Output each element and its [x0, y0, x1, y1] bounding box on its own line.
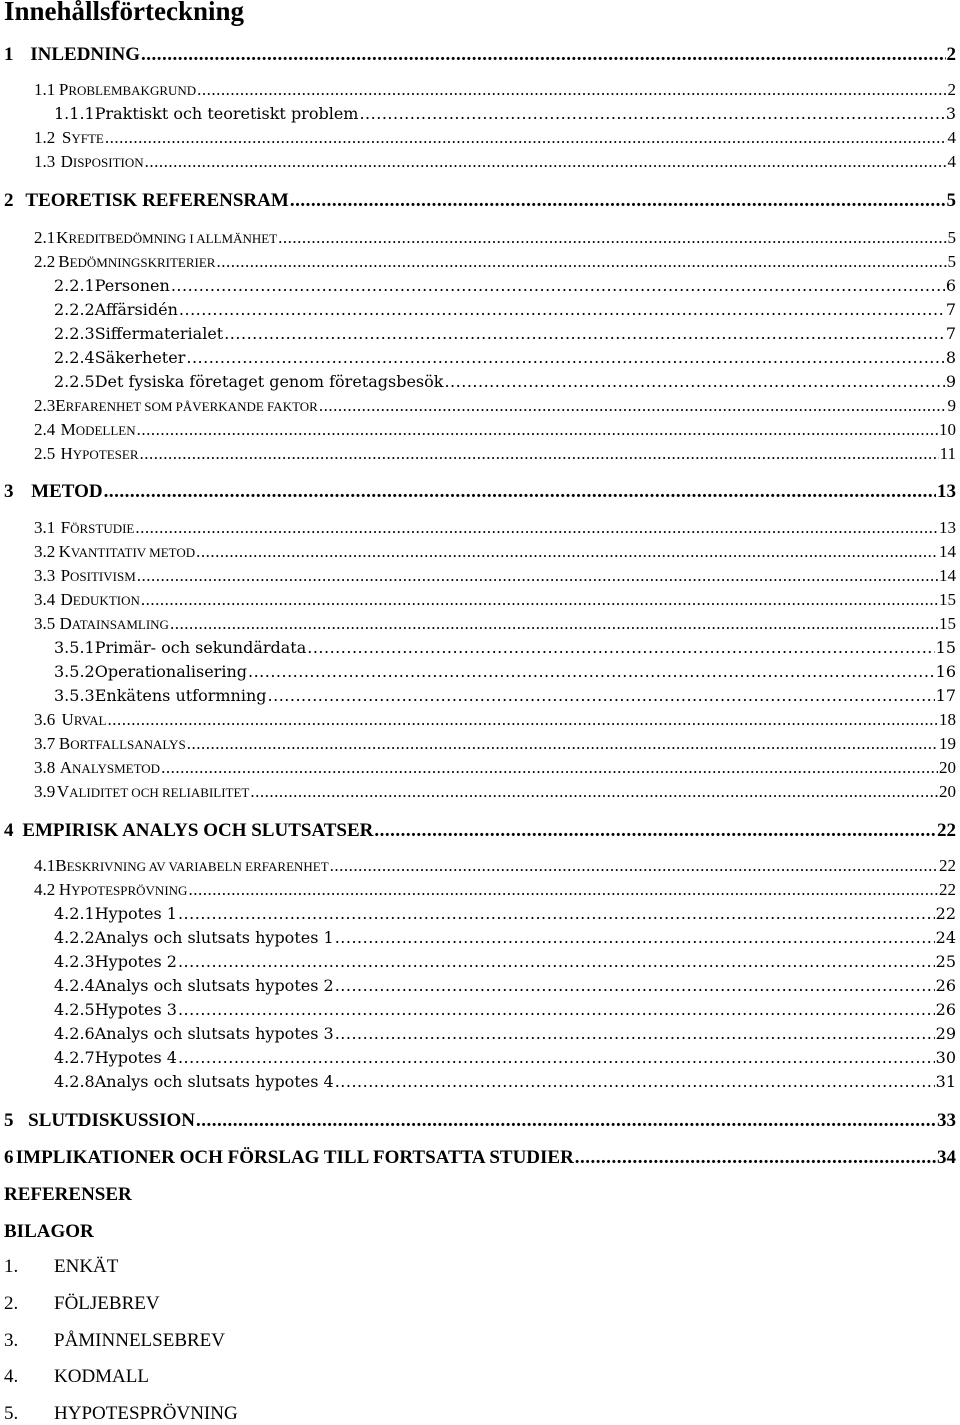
- appendix-number: 1.: [4, 1256, 19, 1277]
- toc-entry-page: 34: [937, 1147, 956, 1168]
- toc-entry-number: 4.2.1: [54, 904, 95, 923]
- toc-entry[interactable]: [34, 566, 956, 590]
- toc-leader-dots: [307, 638, 934, 657]
- toc-entry-number: 1.1: [34, 80, 56, 99]
- toc-entry[interactable]: [34, 444, 956, 468]
- toc-entry-number: 3.1: [34, 518, 56, 537]
- toc-entry-page: 33: [937, 1110, 956, 1131]
- toc-entry-number: 4.1: [34, 856, 56, 875]
- toc-entry-label: METOD: [31, 481, 103, 502]
- toc-entry-label: TEORETISK REFERENSRAM: [25, 190, 289, 211]
- toc-entry[interactable]: [34, 80, 956, 104]
- toc-entry-label: Personen: [94, 276, 170, 295]
- toc-entry-number: 2: [4, 190, 14, 211]
- toc-entry-page: 18: [939, 710, 956, 729]
- toc-entry-label: Hypotes 1: [94, 904, 177, 923]
- toc-entry-page: 25: [935, 952, 956, 971]
- toc-entry[interactable]: [4, 190, 956, 214]
- toc-entry-label: URVAL: [61, 710, 107, 729]
- toc-entry-label: SLUTDISKUSSION: [28, 1110, 195, 1131]
- appendix-number: 2.: [4, 1293, 19, 1314]
- toc-entry[interactable]: [4, 44, 956, 68]
- toc-leader-dots: [178, 1048, 935, 1067]
- toc-leader-dots: [268, 686, 935, 705]
- appendix-label: HYPOTESPRÖVNING: [54, 1403, 238, 1424]
- page-title: Innehållsförteckning: [4, 0, 245, 26]
- appendix-label: ENKÄT: [54, 1256, 119, 1277]
- toc-entry-page: 11: [939, 444, 956, 463]
- toc-leader-dots: [575, 1147, 936, 1169]
- appendix-heading: BILAGOR: [4, 1221, 94, 1242]
- toc-entry-label: Hypotes 2: [94, 952, 177, 971]
- toc-entry-number: 3.5.1: [54, 638, 95, 657]
- toc-entry-label: HYPOTESPRÖVNING: [58, 880, 188, 899]
- toc-entry-label: IMPLIKATIONER OCH FÖRSLAG TILL FORTSATTA STUDIER: [15, 1147, 574, 1168]
- toc-entry-label: Primär- och sekundärdata: [94, 638, 307, 657]
- appendix-label: PÅMINNELSEBREV: [54, 1330, 226, 1351]
- toc-entry-label: Hypotes 4: [94, 1048, 177, 1067]
- toc-leader-dots: [137, 420, 938, 440]
- toc-entry-page: 13: [937, 481, 956, 502]
- toc-entry-page: 8: [945, 348, 956, 367]
- toc-entry-page: 15: [935, 638, 956, 657]
- toc-leader-dots: [196, 1110, 936, 1132]
- toc-entry-page: 20: [939, 758, 956, 777]
- toc-entry-label: Praktiskt och teoretiskt problem: [94, 104, 359, 123]
- toc-entry[interactable]: [34, 128, 956, 152]
- toc-entry-label: FÖRSTUDIE: [60, 518, 135, 537]
- toc-entry-number: 4.2.8: [54, 1072, 95, 1091]
- toc-entry-page: 19: [939, 734, 956, 753]
- toc-entry-page: 22: [939, 856, 956, 875]
- toc-leader-dots: [197, 80, 946, 100]
- toc-leader-dots: [171, 276, 945, 295]
- toc-entry-page: 15: [939, 614, 956, 633]
- toc-entry-page: 6: [945, 276, 956, 295]
- toc-entry-number: 2.3: [34, 396, 56, 415]
- toc-leader-dots: [179, 300, 945, 319]
- toc-entry-page: 5: [946, 190, 956, 211]
- toc-leader-dots: [216, 252, 946, 272]
- toc-leader-dots: [170, 614, 938, 634]
- toc-entry[interactable]: [54, 276, 956, 300]
- toc-leader-dots: [290, 190, 946, 212]
- toc-leader-dots: [319, 396, 947, 416]
- toc-entry[interactable]: [54, 928, 956, 952]
- toc-leader-dots: [105, 128, 947, 148]
- toc-leader-dots: [330, 856, 938, 876]
- toc-leader-dots: [108, 710, 939, 730]
- toc-entry-page: 15: [939, 590, 956, 609]
- toc-entry-number: 2.2.3: [54, 324, 95, 343]
- toc-entry-label: Säkerheter: [94, 348, 186, 367]
- appendix-item[interactable]: [4, 1256, 118, 1278]
- toc-entry-number: 4.2.6: [54, 1024, 95, 1043]
- toc-entry-label: PROBLEMBAKGRUND: [58, 80, 197, 99]
- toc-entry-label: BORTFALLSANALYS: [58, 734, 186, 753]
- appendix-item[interactable]: [4, 1403, 238, 1425]
- toc-entry-number: 3.5.3: [54, 686, 95, 705]
- toc-entry-number: 4.2.2: [54, 928, 95, 947]
- toc-entry-number: 1.3: [34, 152, 56, 171]
- toc-entry-label: KREDITBEDÖMNING I ALLMÄNHET: [56, 228, 278, 247]
- toc-entry-number: 1.2: [34, 128, 56, 147]
- toc-leader-dots: [359, 104, 944, 123]
- toc-entry-label: Analys och slutsats hypotes 1: [94, 928, 334, 947]
- toc-entry[interactable]: [34, 782, 956, 806]
- toc-entry-number: 3.9: [34, 782, 56, 801]
- toc-leader-dots: [141, 44, 945, 66]
- toc-entry[interactable]: [54, 348, 956, 372]
- appendix-item[interactable]: [4, 1293, 160, 1315]
- toc-entry-page: 14: [939, 566, 956, 585]
- toc-entry-page: 22: [939, 880, 956, 899]
- appendix-item[interactable]: [4, 1330, 225, 1352]
- toc-entry-label: DISPOSITION: [60, 152, 144, 171]
- toc-leader-dots: [335, 1072, 935, 1091]
- toc-entry-label: Hypotes 3: [94, 1000, 177, 1019]
- toc-entry-number: 3.8: [34, 758, 56, 777]
- toc-entry-page: 4: [947, 152, 956, 171]
- toc-entry[interactable]: [34, 710, 956, 734]
- toc-entry-number: 2.5: [34, 444, 56, 463]
- toc-entry-number: 3.5.2: [54, 662, 95, 681]
- toc-entry[interactable]: [4, 481, 956, 505]
- toc-entry-number: 6: [4, 1147, 14, 1168]
- toc-entry-label: ANALYSMETOD: [59, 758, 161, 777]
- toc-entry-label: INLEDNING: [30, 44, 141, 65]
- toc-entry-number: 3.4: [34, 590, 56, 609]
- toc-entry[interactable]: [4, 1110, 956, 1134]
- toc-entry-number: 4.2.7: [54, 1048, 95, 1067]
- toc-leader-dots: [444, 372, 944, 391]
- toc-leader-dots: [335, 928, 935, 947]
- toc-entry-number: 4.2.3: [54, 952, 95, 971]
- toc-entry-label: Analys och slutsats hypotes 2: [94, 976, 334, 995]
- toc-entry[interactable]: [54, 1024, 956, 1048]
- toc-entry-label: HYPOTESER: [60, 444, 139, 463]
- toc-entry-page: 14: [939, 542, 956, 561]
- toc-leader-dots: [248, 662, 935, 681]
- toc-entry-label: KVANTITATIV METOD: [58, 542, 196, 561]
- toc-entry-page: 2: [946, 44, 956, 65]
- toc-leader-dots: [335, 1024, 935, 1043]
- toc-entry[interactable]: [34, 590, 956, 614]
- toc-entry-label: POSITIVISM: [60, 566, 136, 585]
- references-heading[interactable]: REFERENSER: [4, 1184, 132, 1205]
- toc-entry-page: 7: [945, 300, 956, 319]
- appendix-number: 4.: [4, 1366, 19, 1387]
- toc-leader-dots: [374, 820, 936, 842]
- toc-entry[interactable]: [54, 686, 956, 710]
- toc-entry-label: MODELLEN: [60, 420, 136, 439]
- toc-entry-number: 1.1.1: [54, 104, 95, 123]
- toc-leader-dots: [186, 348, 944, 367]
- toc-entry-number: 3.6: [34, 710, 56, 729]
- toc-entry[interactable]: [34, 228, 956, 252]
- toc-entry-number: 3.5: [34, 614, 56, 633]
- toc-entry[interactable]: [54, 952, 956, 976]
- toc-entry-number: 4.2.5: [54, 1000, 95, 1019]
- toc-entry[interactable]: [54, 104, 956, 128]
- toc-entry-number: 4.2.4: [54, 976, 95, 995]
- toc-entry-page: 26: [935, 1000, 956, 1019]
- appendix-item[interactable]: [4, 1366, 149, 1388]
- toc-entry-number: 2.2: [34, 252, 56, 271]
- toc-entry[interactable]: [54, 1048, 956, 1072]
- toc-entry-label: Siffermaterialet: [94, 324, 224, 343]
- appendix-number: 5.: [4, 1403, 19, 1424]
- toc-entry-label: SYFTE: [61, 128, 104, 147]
- toc-entry[interactable]: [34, 518, 956, 542]
- toc-entry-label: DEDUKTION: [60, 590, 140, 609]
- toc-entry-label: Analys och slutsats hypotes 4: [94, 1072, 334, 1091]
- toc-entry[interactable]: [34, 614, 956, 638]
- toc-entry[interactable]: [34, 420, 956, 444]
- toc-entry-page: 26: [935, 976, 956, 995]
- toc-entry-page: 5: [947, 252, 956, 271]
- toc-leader-dots: [104, 481, 936, 503]
- toc-entry[interactable]: [54, 324, 956, 348]
- toc-entry[interactable]: [34, 152, 956, 176]
- toc-entry-page: 9: [947, 396, 956, 415]
- toc-entry-page: 31: [935, 1072, 956, 1091]
- toc-entry[interactable]: [54, 1072, 956, 1096]
- toc-entry[interactable]: [34, 542, 956, 566]
- toc-entry[interactable]: [34, 396, 956, 420]
- toc-entry-label: Affärsidén: [94, 300, 178, 319]
- toc-leader-dots: [196, 542, 938, 562]
- toc-entry-page: 4: [947, 128, 956, 147]
- toc-entry[interactable]: [54, 904, 956, 928]
- toc-leader-dots: [250, 782, 938, 802]
- toc-entry-label: Enkätens utformning: [94, 686, 267, 705]
- toc-entry[interactable]: [34, 856, 956, 880]
- toc-entry-number: 3.3: [34, 566, 56, 585]
- appendix-label: FÖLJEBREV: [54, 1293, 160, 1314]
- toc-entry-page: 30: [935, 1048, 956, 1067]
- toc-entry[interactable]: [54, 372, 956, 396]
- toc-entry[interactable]: [34, 880, 956, 904]
- toc-entry-label: BEDÖMNINGSKRITERIER: [58, 252, 216, 271]
- toc-entry-page: 7: [945, 324, 956, 343]
- toc-entry[interactable]: [54, 300, 956, 324]
- toc-entry-label: BESKRIVNING AV VARIABELN ERFARENHET: [55, 856, 329, 875]
- toc-entry[interactable]: [34, 252, 956, 276]
- toc-leader-dots: [335, 976, 935, 995]
- toc-leader-dots: [178, 904, 935, 923]
- toc-entry-page: 22: [935, 904, 956, 923]
- toc-entry-label: Det fysiska företaget genom företagsbesök: [94, 372, 444, 391]
- toc-entry-page: 3: [945, 104, 956, 123]
- toc-entry-page: 10: [939, 420, 956, 439]
- toc-entry-number: 3: [4, 481, 14, 502]
- toc-leader-dots: [187, 734, 938, 754]
- toc-entry-page: 9: [945, 372, 956, 391]
- toc-leader-dots: [178, 1000, 935, 1019]
- toc-entry-page: 5: [947, 228, 956, 247]
- toc-entry-page: 20: [939, 782, 956, 801]
- toc-entry-label: ERFARENHET SOM PÅVERKANDE FAKTOR: [55, 396, 318, 415]
- toc-entry-number: 2.2.5: [54, 372, 95, 391]
- toc-entry-page: 24: [935, 928, 956, 947]
- toc-entry[interactable]: [54, 976, 956, 1000]
- toc-entry[interactable]: [34, 758, 956, 782]
- toc-leader-dots: [278, 228, 946, 248]
- toc-entry-number: 1: [4, 44, 14, 65]
- toc-leader-dots: [224, 324, 945, 343]
- toc-entry-number: 2.2.4: [54, 348, 95, 367]
- toc-leader-dots: [178, 952, 935, 971]
- toc-entry-number: 3.7: [34, 734, 56, 753]
- toc-entry-label: EMPIRISK ANALYS OCH SLUTSATSER: [22, 820, 374, 841]
- toc-entry[interactable]: [34, 734, 956, 758]
- toc-entry[interactable]: [4, 1147, 956, 1171]
- toc-entry-label: DATAINSAMLING: [59, 614, 169, 633]
- toc-entry-page: 29: [935, 1024, 956, 1043]
- appendix-label: KODMALL: [54, 1366, 149, 1387]
- toc-entry-number: 2.2.2: [54, 300, 95, 319]
- toc-entry[interactable]: [54, 662, 956, 686]
- toc-entry-number: 4: [4, 820, 14, 841]
- toc-leader-dots: [141, 590, 938, 610]
- toc-entry[interactable]: [54, 638, 956, 662]
- toc-entry-page: 16: [935, 662, 956, 681]
- toc-entry-number: 2.1: [34, 228, 56, 247]
- toc-leader-dots: [145, 152, 947, 172]
- appendix-number: 3.: [4, 1330, 19, 1351]
- toc-entry-number: 4.2: [34, 880, 56, 899]
- toc-entry-label: VALIDITET OCH RELIABILITET: [56, 782, 250, 801]
- toc-entry-number: 3.2: [34, 542, 56, 561]
- toc-leader-dots: [140, 444, 939, 464]
- toc-entry-number: 2.4: [34, 420, 56, 439]
- toc-entry-label: Analys och slutsats hypotes 3: [94, 1024, 334, 1043]
- toc-leader-dots: [188, 880, 938, 900]
- toc-entry-label: Operationalisering: [94, 662, 247, 681]
- toc-entry[interactable]: [4, 820, 956, 844]
- toc-entry-page: 22: [937, 820, 956, 841]
- toc-entry[interactable]: [54, 1000, 956, 1024]
- toc-leader-dots: [161, 758, 938, 778]
- toc-entry-page: 17: [935, 686, 956, 705]
- toc-leader-dots: [135, 518, 938, 538]
- toc-entry-page: 13: [939, 518, 956, 537]
- toc-entry-number: 2.2.1: [54, 276, 95, 295]
- toc-leader-dots: [137, 566, 938, 586]
- toc-entry-number: 5: [4, 1110, 14, 1131]
- toc-entry-page: 2: [947, 80, 956, 99]
